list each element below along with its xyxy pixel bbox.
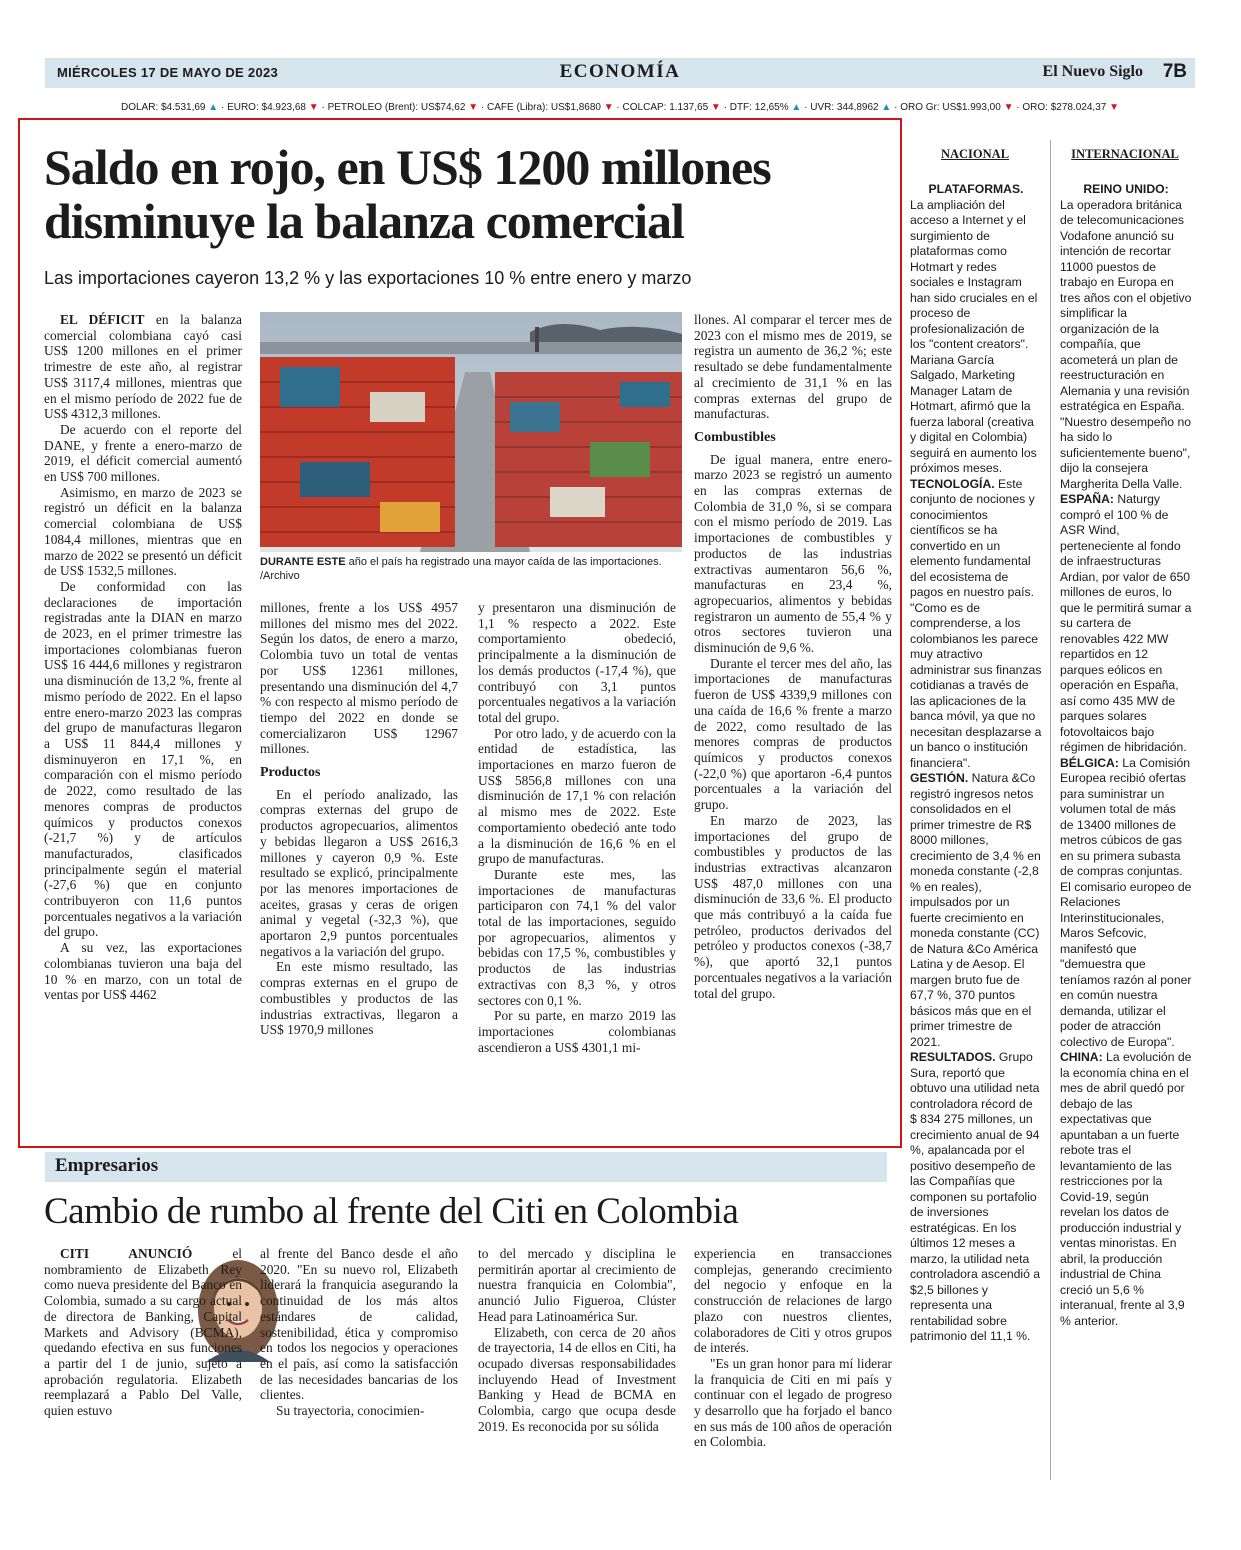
brief-key: ESPAÑA:: [1060, 492, 1114, 506]
paragraph: De acuerdo con el reporte del DANE, y frente a enero-marzo de 2019, el déficit comercial aumentó en US$ 700 millones.: [44, 421, 242, 485]
ticker-item: ORO Gr: US$1.993,00 ▼: [900, 102, 1014, 113]
ticker-item: UVR: 344,8962 ▲: [810, 102, 892, 113]
paragraph: millones, frente a los US$ 4957 millones del mismo mes del 2022. Según los datos, de enero a marzo, Colombia tuvo un total de ventas por US$ 12361 millones, presentando una disminución del 4,7 % con respecto al mismo período de tiempo del 2022 en donde se comercializaron US$ 12967 millones.: [260, 600, 458, 757]
brief-text: Grupo Sura, reportó que obtuvo una utilidad neta controladora récord de $ 834 275 millones, un crecimiento anual de 94 %, apalancada por el positivo desempeño de las Compañías que componen su portafolio de inversiones estratégicas. En los últimos 12 meses a marzo, la utilidad neta controladora ascendió a $2,5 billones y representa una rentabilidad sobre patrimonio del 11,1 %.: [910, 1050, 1041, 1343]
empresarios-label: Empresarios: [55, 1155, 159, 1176]
arrow-up-icon: ▲: [208, 102, 219, 113]
ticker-item: DTF: 12,65% ▲: [729, 102, 802, 113]
paragraph: Asimismo, en marzo de 2023 se registró un déficit en la balanza comercial colombiana de US$ 1084,4 millones, mientras que en marzo de 2022 se presentó un déficit de US$ 1532,5 millones.: [44, 484, 242, 579]
brief-text: La ampliación del acceso a Internet y el surgimiento de plataformas como Hotmart y redes sociales e Instagram han sido cruciales en el proceso de profesionalización de los "content creators". Mariana García Salgado, Marketing Manager Latam de Hotmart, afirmó que la fuerza laboral (creativa y digital en Colombia) seguirá en aumento los próximos meses.: [910, 197, 1038, 475]
brief-text: La Comisión Europea recibió ofertas para suministrar un volumen total de más de 13400 millones de metros cúbicos de gas en su primera subasta de compras conjuntas. El comisario europeo de Relaciones Interinstitucionales, Maros Sefcovic, manifestó que "demuestra que teníamos razón al poner en común nuestra demanda, utilizar el poder de atracción colectivo de Europa".: [1060, 755, 1192, 1049]
article-column-4: [694, 312, 892, 1001]
paragraph: Elizabeth, con cerca de 20 años de trayectoria, 14 de ellos en Citi, ha ocupado diversas responsabilidades incluyendo Head of Investment Banking y Head de BCMA en Colombia, cargo que ocupa desde 2019. Es reconocida por su sólida: [478, 1324, 676, 1434]
issue-date: MIÉRCOLES 17 DE MAYO DE 2023: [57, 65, 279, 80]
paragraph: De conformidad con las declaraciones de importación registradas ante la DIAN en marzo de 2023, en el primer trimestre las importaciones colombianas fueron US$ 16 444,6 millones y registraron una disminución de 13,2 %, frente al mismo período de 2022. En el lapso entre enero-marzo 2023 las compras del grupo de manufacturas llegaron a US$ 11 844,4 millones y disminuyeron en 17,1 %, en comparación con el mismo período de 2022, como resultado de las menores compras de productos químicos y productos conexos (-21,7 %) y de artículos manufacturados, clasificados principalmente según el material (-27,6 %) que en conjunto contribuyeron con 11,6 puntos porcentuales negativos a la variación del grupo.: [44, 578, 242, 940]
paragraph: Durante este mes, las importaciones de manufacturas participaron con 74,1 % del valor total de las importaciones, seguido por agropecuarios, alimentos y bebidas con 17,5 %, combustibles y productos de las industrias extractivas con 8,3 %, y otros sectores con 0,1 %.: [478, 866, 676, 1008]
paragraph: En este mismo resultado, las compras externas en el grupo de combustibles y productos de las industrias extractivas, llegaron a US$ 1970,9 millones: [260, 959, 458, 1038]
paragraph: Por otro lado, y de acuerdo con la entidad de estadística, las importaciones en marzo fueron de US$ 5856,8 millones con una disminución de 17,1 % con relación al mismo mes de 2022. Este comportamiento obedeció ante todo a la disminución de 16,6 % en el grupo de manufacturas.: [478, 725, 676, 867]
lead-in: CITI ANUNCIÓ: [60, 1246, 193, 1261]
market-ticker: DÓLAR: $4.531,69 ▲ · EURO: $4.923,68 ▼ · PETRÓLEO (Brent): US$74,62 ▼ · CAFÉ (Libra): US$1,8680 ▼ · COLCAP: 1.137,65 ▼ · DTF: 12,65% ▲ · UVR: 344,8962 ▲ · ORO Gr: US$1.993,00 ▼ · ORO: $278.024,37 ▼: [120, 102, 1120, 113]
arrow-up-icon: ▲: [791, 102, 802, 113]
paragraph: experiencia en transacciones complejas, generando crecimiento del negocio y enfoque en la construcción de relaciones de largo plazo con nuestros clientes, colaboradores de Citi y otros grupos de interés.: [694, 1246, 892, 1356]
article-subhead: Las importaciones cayeron 13,2 % y las exportaciones 10 % entre enero y marzo: [44, 268, 692, 288]
ticker-item: COLCAP: 1.137,65 ▼: [622, 102, 721, 113]
brief-text: Natura &Co registró ingresos netos consolidados en el primer trimestre de R$ 8000 millones, crecimiento de 3,4 % en moneda constante (-2,8 % en reales), impulsados por un fuerte crecimiento en moneda constante (CC) de Natura &Co América Latina y de Aesop. El margen bruto fue de 67,7 %, 370 puntos básicos más que en el primer trimestre de 2021.: [910, 771, 1041, 1049]
article-column-2: [260, 600, 458, 1038]
paragraph: llones. Al comparar el tercer mes de 2023 con el mismo mes de 2019, se registra un aumento de 36,2 %; este resultado se debe fundamentalmente al crecimiento de 31,1 % en las compras externas del grupo de manufacturas.: [694, 312, 892, 422]
brief-key: CHINA:: [1060, 1050, 1103, 1064]
paragraph: En el período analizado, las compras externas del grupo de productos agropecuarios, alimentos y bebidas llegaron a US$ 2616,3 millones y cayeron 0,9 %. Este resultado se explicó, principalmente por las menores importaciones de aceites, grasas y ceras de origen animal y vegetal (-32,3 %), que aportaron 2,9 puntos porcentuales negativos a la variación del grupo.: [260, 786, 458, 959]
subheading-productos: Productos: [260, 765, 321, 781]
nacional-briefs: [910, 182, 1042, 1345]
newspaper-brand: El Nuevo Siglo: [1042, 63, 1143, 80]
page-number: 7B: [1162, 61, 1187, 82]
citi-column-4: [694, 1246, 892, 1450]
paragraph: to del mercado y disciplina le permitirán aportar al crecimiento de nuestra franquicia en Colombia", anunció Julio Figueroa, Clúster Head para Latinoamérica Sur.: [478, 1246, 676, 1324]
arrow-down-icon: ▼: [1109, 102, 1120, 113]
citi-headline: Cambio de rumbo al frente del Citi en Colombia: [44, 1191, 739, 1232]
paragraph: A su vez, las exportaciones colombianas tuvieron una baja del 10 % en marzo, con un total de ventas por US$ 4462: [44, 940, 242, 1003]
caption-text: año el país ha registrado una mayor caída de las importaciones. /Archivo: [260, 556, 662, 582]
ticker-item: CAFÉ (Libra): US$1,8680 ▼: [487, 102, 614, 113]
paragraph: Durante el tercer mes del año, las importaciones de manufacturas fueron de US$ 4339,9 millones con una caída de 16,6 % frente a marzo de 2022, como resultado de las menores compras de productos químicos y productos conexos (-22,0 %) que aportaron -6,4 puntos porcentuales a la variación del grupo.: [694, 655, 892, 813]
arrow-down-icon: ▼: [710, 102, 721, 113]
arrow-down-icon: ▼: [1003, 102, 1014, 113]
brief-key: REINO UNIDO:: [1083, 182, 1169, 196]
paragraph: Su trayectoria, conocimien-: [276, 1403, 425, 1419]
page-header-band: [45, 58, 1195, 88]
ticker-item: DÓLAR: $4.531,69 ▲: [120, 102, 219, 113]
paragraph: al frente del Banco desde el año 2020. "En su nuevo rol, Elizabeth liderará la franquicia asegurando la continuidad de los más altos estándares de calidad, sostenibilidad, ética y compromiso en todos los negocios y operaciones en el país, así como la satisfacción de las necesidades bancarias de los clientes.: [260, 1246, 458, 1403]
citi-column-2: [260, 1246, 458, 1419]
article-column-3: [478, 600, 676, 1055]
subheading-combustibles: Combustibles: [694, 429, 776, 445]
paragraph: De igual manera, entre enero-marzo 2023 se registró un aumento en las compras externas de Colombia de 31,0 %, si se compara con el mismo período de 2019. Las importaciones de combustibles y productos de las industrias extractivas aumentaron 56,6 %, manufacturas en 23,4 %, agropecuarios, alimentos y bebidas registraron un aumento de 55,4 % y otros sectores tuvieron una disminución de 9,6 %.: [694, 451, 892, 656]
brief-text: Naturgy compró el 100 % de ASR Wind, perteneciente al fondo de infraestructuras Ardian, por valor de 650 millones de euros, lo que le permitirá sumar a su cartera de renovables 422 MW repartidos en 12 parques eólicos en operación en España, así como 435 MW de parques solares fotovoltaicos bajo régimen de hibridación.: [1060, 492, 1192, 754]
brief-text: La evolución de la economía china en el mes de abril quedó por debajo de las expectativas que apuntaban a un fuerte rebote tras el levantamiento de las restricciones por la Covid-19, según revelan los datos de producción industrial y ventas minoristas. En abril, la producción industrial de China creció un 5,6 % interanual, frente al 3,9 % anterior.: [1060, 1050, 1192, 1328]
ticker-item: ORO: $278.024,37 ▼: [1022, 102, 1120, 113]
brief-text: La operadora británica de telecomunicaciones Vodafone anunció su intención de recortar 11000 puestos de trabajo en Europa en tres años con el objetivo simplificar la organización de la compañía, que acometerá un plan de reestructuración en Alemania y una revisión estratégica en España. "Nuestro desempeño no ha sido lo suficientemente bueno", dijo la consejera Margherita Della Valle.: [1060, 197, 1192, 491]
section-title: ECONOMÍA: [559, 61, 681, 82]
paragraph: en la balanza comercial colombiana cayó casi US$ 1200 millones en el primer trimestre de este año, al registrar US$ 3117,4 millones, mientras que en el mismo período de 2022 fue de US$ 4312,3 millones.: [44, 312, 242, 422]
arrow-down-icon: ▼: [603, 102, 614, 113]
ticker-item: EURO: $4.923,68 ▼: [227, 102, 319, 113]
brief-key: RESULTADOS.: [910, 1050, 996, 1064]
brief-key: TECNOLOGÍA.: [910, 476, 995, 491]
arrow-down-icon: ▼: [468, 102, 479, 113]
internacional-heading: INTERNACIONAL: [1071, 147, 1179, 161]
article-headline: Saldo en rojo, en US$ 1200 millones disminuye la balanza comercial: [44, 139, 771, 249]
paragraph: el nombramiento de Elizabeth Rey como nueva presidente del Banco en Colombia, sumado a su cargo actual de directora de Banking, Capital Markets and Advisory (BCMA), quedando efectiva en sus funciones a partir del 1 de junio, sujeto a aprobación regulatoria. Elizabeth reemplazará a Pablo Del Valle, quien estuvo: [44, 1246, 242, 1419]
port-containers-photo: [260, 312, 682, 552]
article-column-1: [44, 312, 242, 1003]
ticker-item: PETRÓLEO (Brent): US$74,62 ▼: [327, 102, 479, 113]
lead-in: EL DÉFICIT: [60, 312, 145, 327]
photo-caption: [260, 555, 680, 583]
column-divider: [1050, 140, 1051, 1480]
brief-key: BÉLGICA:: [1060, 755, 1119, 770]
paragraph: "Es un gran honor para mí liderar la franquicia de Citi en mi país y continuar con el legado de progreso y desarrollo que ha forjado el banco en sus más de 100 años de operación en Colombia.: [694, 1355, 892, 1450]
citi-column-3: [478, 1246, 676, 1434]
citi-column-1: [44, 1246, 242, 1419]
caption-lead: DURANTE ESTE: [260, 556, 346, 568]
arrow-down-icon: ▼: [308, 102, 319, 113]
paragraph: y presentaron una disminución de 1,1 % respecto a 2022. Este comportamiento obedeció, principalmente a la disminución de los demás productos (-17,4 %), que contribuyó con 3,1 puntos porcentuales negativos a la variación total del grupo.: [478, 600, 676, 725]
empresarios-band: [45, 1152, 887, 1182]
internacional-briefs: [1060, 182, 1192, 1329]
nacional-heading: NACIONAL: [940, 147, 1010, 161]
brief-key: GESTIÓN.: [910, 771, 969, 785]
brief-text: Este conjunto de nociones y conocimientos científicos se ha convertido en un elemento fundamental del ecosistema de pagos en nuestro país. "Como es de comprenderse, a los colombianos les parece muy atractivo administrar sus finanzas cotidianas a través de las aplicaciones de la banca móvil, ya que no necesitan desplazarse a un banco o institución financiera".: [910, 476, 1042, 770]
brief-key: PLATAFORMAS.: [928, 182, 1024, 196]
paragraph: Por su parte, en marzo 2019 las importaciones colombianas ascendieron a US$ 4301,1 mi-: [478, 1008, 676, 1055]
arrow-up-icon: ▲: [881, 102, 892, 113]
paragraph: En marzo de 2023, las importaciones del grupo de combustibles y productos de las industrias extractivas alcanzaron US$ 487,0 millones con una disminución de 33,6 %. El producto que más contribuyó a la caída fue petróleo, productos derivados del petróleo y productos conexos (-38,7 %), que aportó 32,1 puntos porcentuales negativos a la variación total del grupo.: [694, 812, 892, 1001]
